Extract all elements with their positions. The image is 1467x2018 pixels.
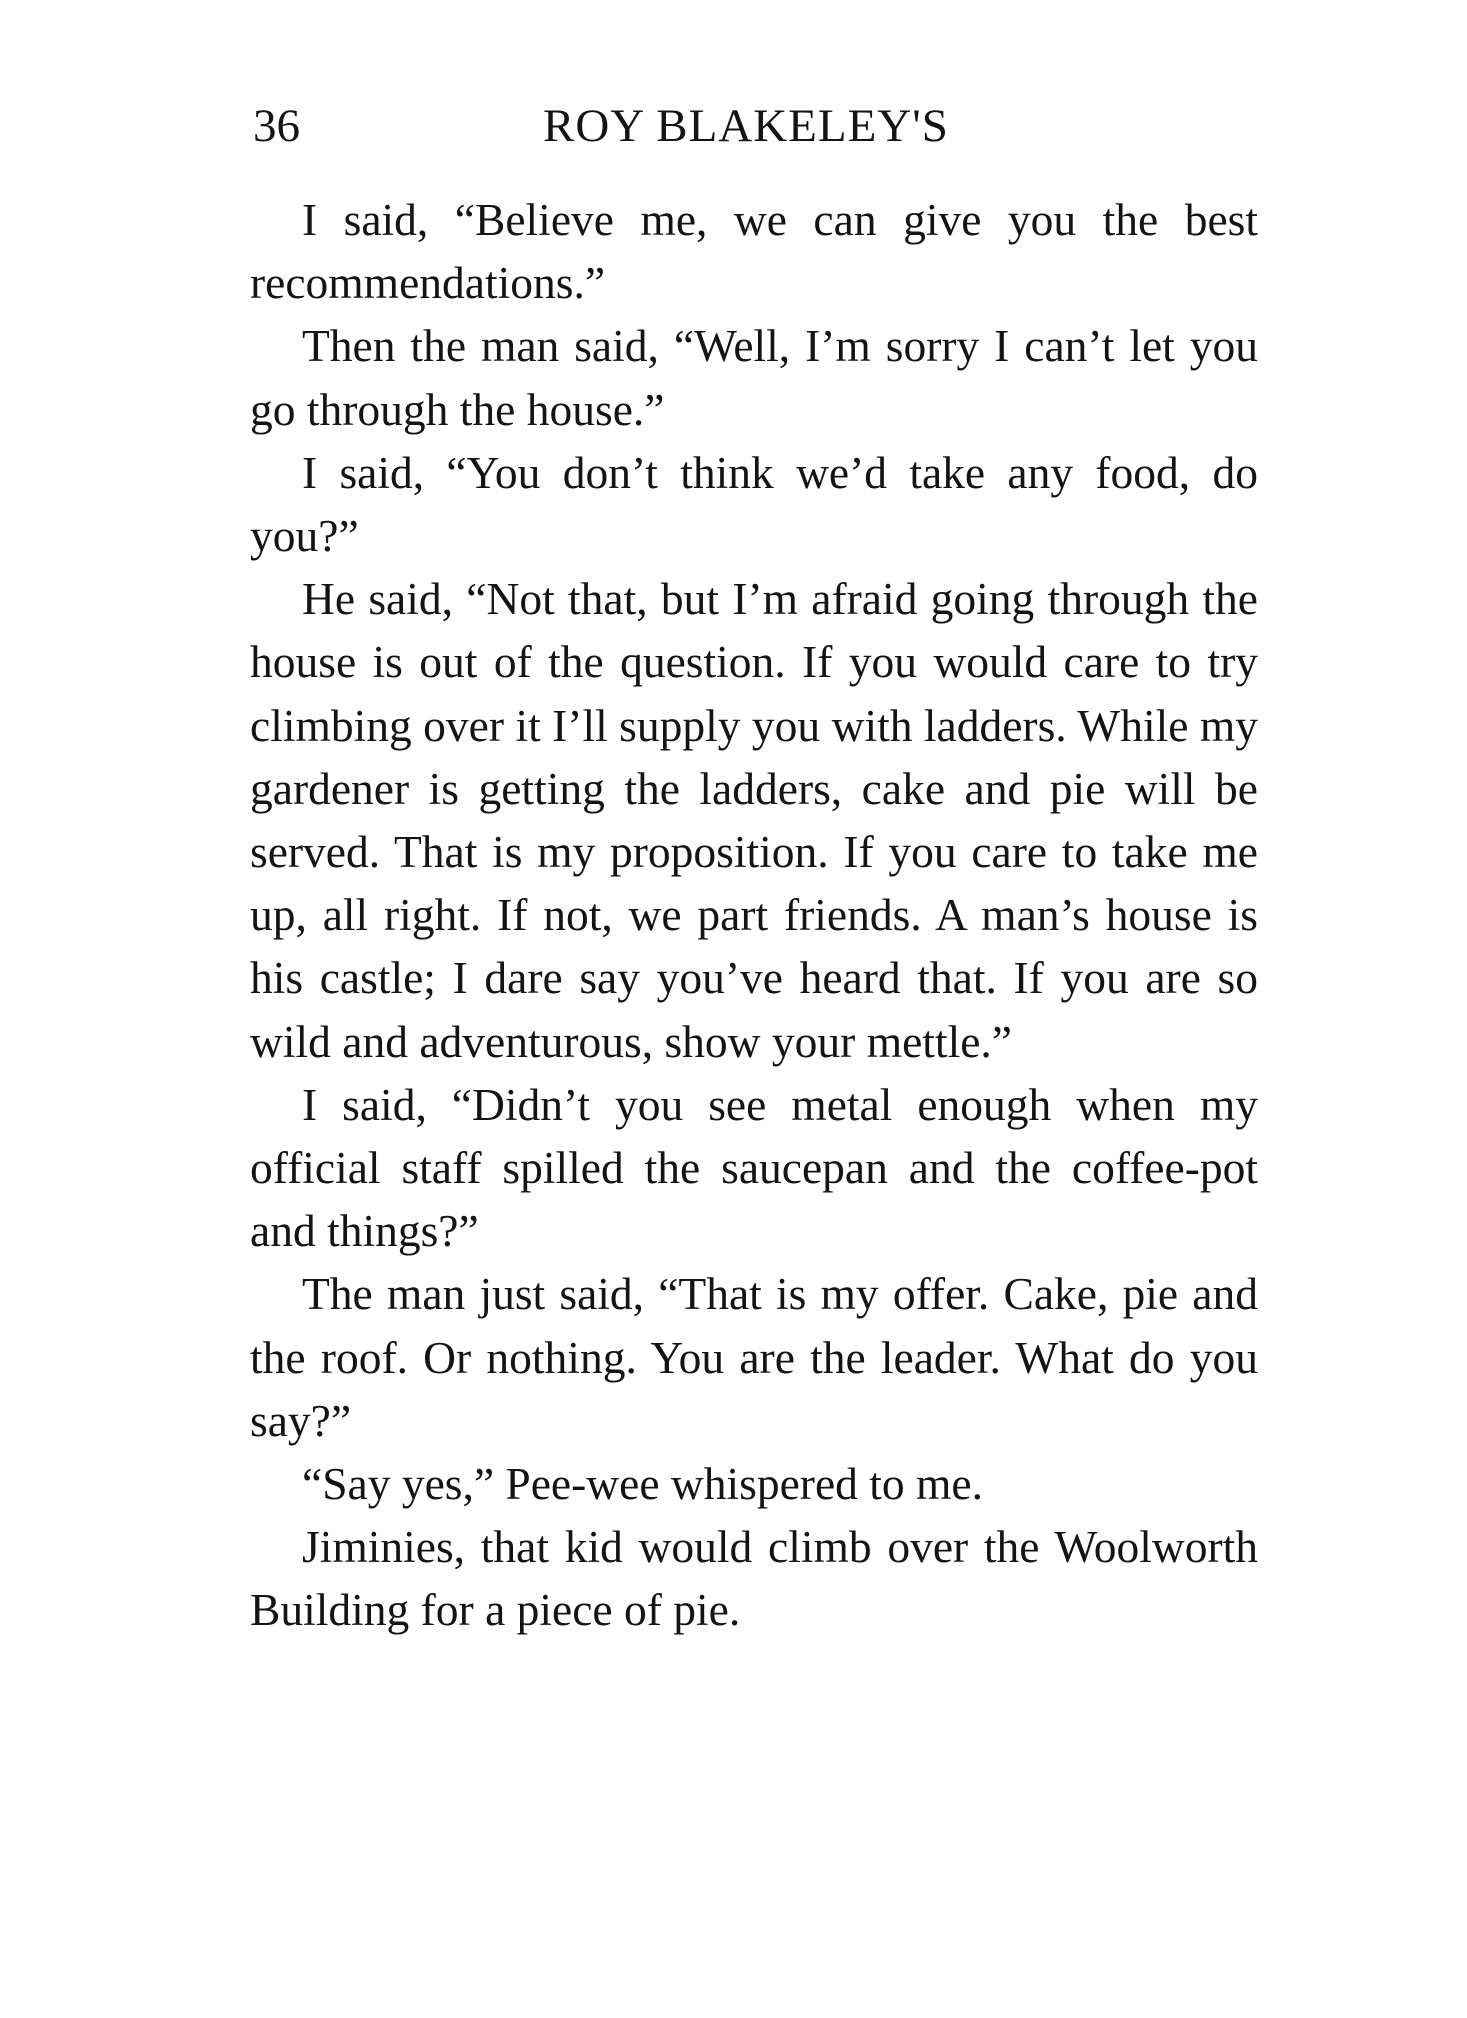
paragraph-8: Jiminies, that kid would climb over the Woolworth Building for a piece of pie. xyxy=(250,1521,1258,1636)
paragraph-6: The man just said, “That is my offer. Cake, pie and the roof. Or nothing. You are the leader. What do you say?” xyxy=(250,1268,1258,1446)
paragraph-3: I said, “You don’t think we’d take any food, do you?” xyxy=(250,446,1258,562)
running-head xyxy=(253,96,1258,156)
body-text xyxy=(250,188,1258,1642)
paragraph-5: I said, “Didn’t you see metal enough when my official staff spilled the saucepan and the coffee-pot and things?” xyxy=(250,1078,1258,1257)
paragraph-4: He said, “Not that, but I’m afraid going through the house is out of the question. If you would care to try climbing over it I’ll supply you with ladders. While my gardener is getting the ladders, cake and pie will be served. That is my proposition. If you care to take me up, all right. If not, we part friends. A man’s house is his castle; I dare say you’ve heard that. If you are so wild and adventurous, show your mettle.” xyxy=(250,573,1258,1067)
paragraph-7: “Say yes,” Pee-wee whispered to me. xyxy=(302,1458,983,1510)
page-number: 36 xyxy=(253,100,300,152)
running-title: ROY BLAKELEY'S xyxy=(543,100,949,152)
paragraph-1: I said, “Believe me, we can give you the best recommendations.” xyxy=(250,194,1258,309)
paragraph-2: Then the man said, “Well, I’m sorry I can’t let you go through the house.” xyxy=(250,320,1258,435)
